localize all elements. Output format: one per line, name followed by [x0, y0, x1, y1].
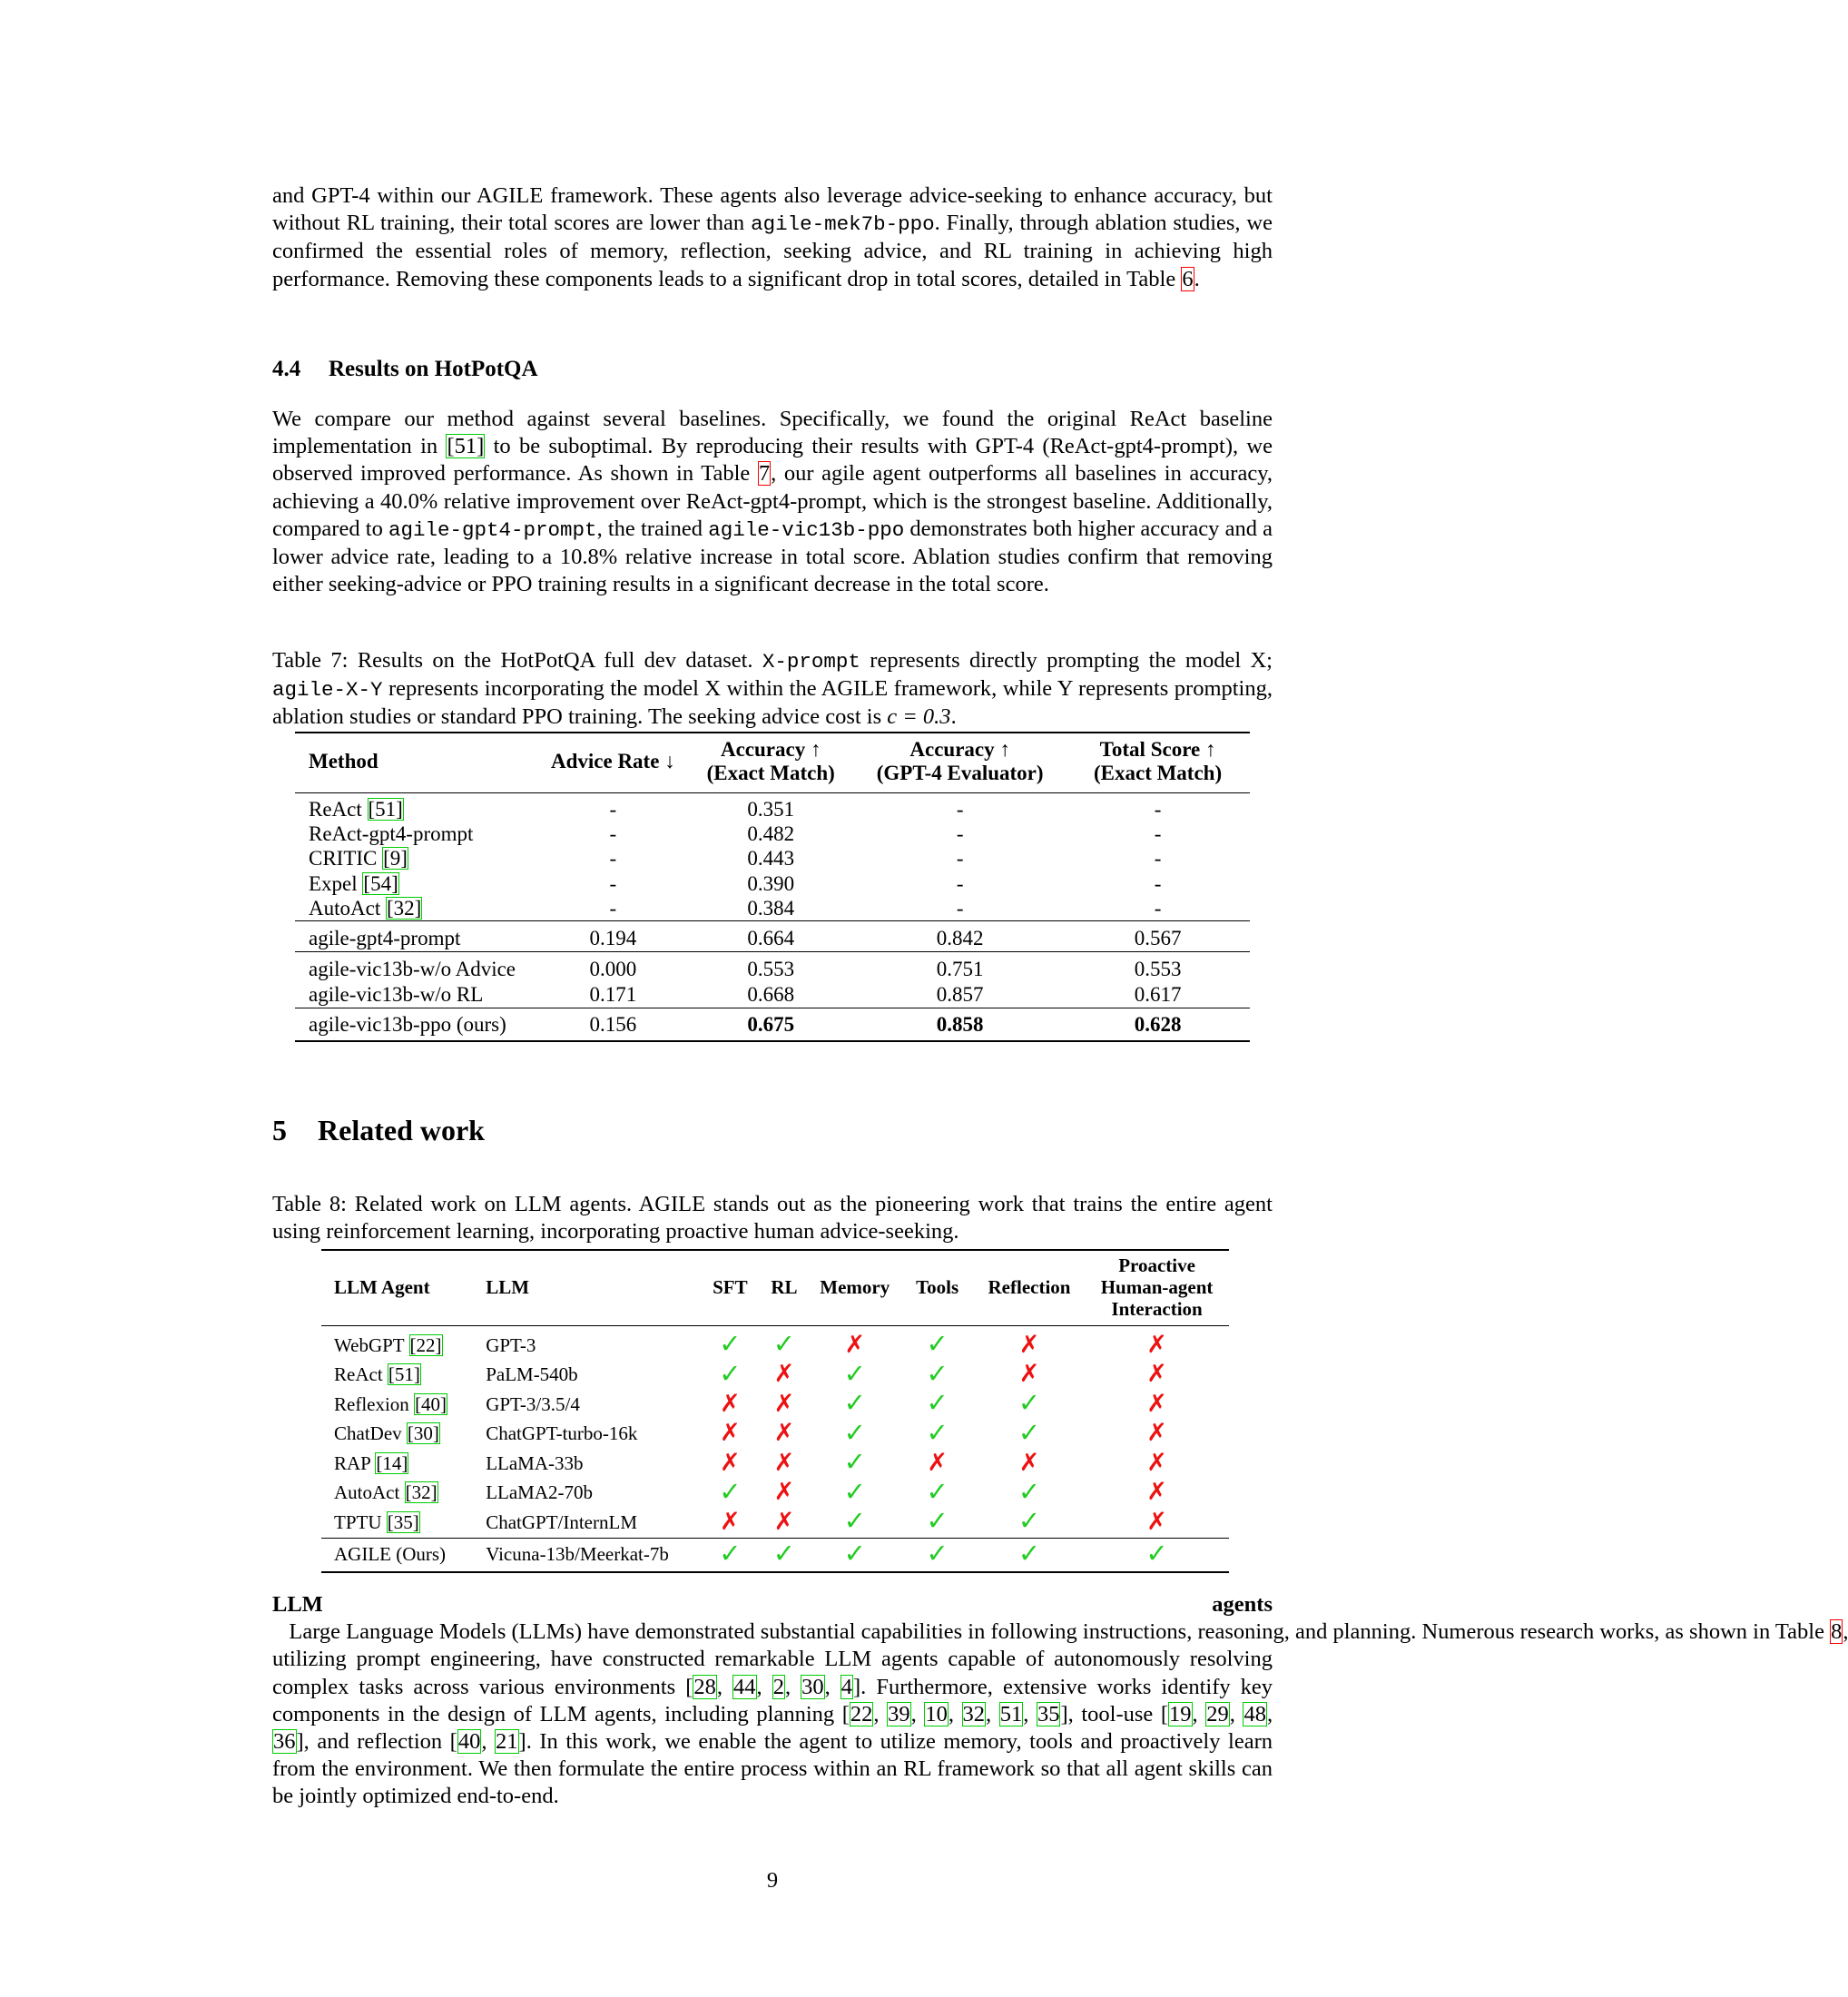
- table-row-ours: AGILE (Ours) Vicuna-13b/Meerkat-7b ✓ ✓ ✓ ✓ ✓ ✓: [321, 1538, 1229, 1572]
- check-icon: ✓: [1017, 1475, 1041, 1507]
- table-row-ours: agile-vic13b-ppo (ours) 0.156 0.675 0.858 0.628: [295, 1008, 1250, 1041]
- citation-link[interactable]: 35: [1037, 1701, 1060, 1726]
- check-icon: ✓: [926, 1357, 949, 1389]
- citation-link[interactable]: [54]: [363, 871, 398, 895]
- cross-icon: ✗: [1018, 1330, 1040, 1359]
- table-7-caption: Table 7: Results on the HotPotQA full dev dataset. X-prompt represents directly prompting the model X; agile-X-Y represents incorporating the model X within the AGILE framework, while Y represents prompting, ablation studies or standard PPO training. The seeking advice cost is c = 0.3.: [272, 648, 1273, 730]
- cross-icon: ✗: [773, 1448, 795, 1477]
- intro-paragraph: and GPT-4 within our AGILE framework. These agents also leverage advice-seeking to enhance accuracy, but without RL training, their total scores are lower than agile-mek7b-ppo. Finally, through ablation studies, we confirmed the essential roles of memory, reflection, seeking advice, and RL training in achieving high performance. Removing these components leads to a significant drop in total scores, detailed in Table 6.: [272, 183, 1273, 291]
- table-row: AutoAct [32] - 0.384 - -: [309, 896, 1162, 920]
- citation-link[interactable]: [32]: [386, 896, 422, 920]
- citation-link[interactable]: 32: [962, 1701, 986, 1726]
- check-icon: ✓: [926, 1387, 949, 1418]
- citation-link[interactable]: 39: [888, 1701, 910, 1726]
- check-icon: ✓: [719, 1475, 742, 1507]
- col-method: Method: [295, 733, 538, 793]
- check-icon: ✓: [1017, 1537, 1041, 1569]
- cross-icon: ✗: [1146, 1478, 1167, 1506]
- citation-link[interactable]: [35]: [387, 1510, 419, 1533]
- section-5-heading: 5 Related work: [272, 1114, 485, 1146]
- citation-link[interactable]: 44: [733, 1674, 756, 1699]
- citation-link[interactable]: [32]: [405, 1481, 437, 1503]
- table-row: WebGPT [22] GPT-3 ✓ ✓ ✗ ✓ ✗ ✗: [334, 1328, 1167, 1359]
- col-rl: RL: [760, 1250, 809, 1326]
- cross-icon: ✗: [773, 1360, 795, 1388]
- citation-link[interactable]: [9]: [383, 847, 408, 871]
- check-icon: ✓: [843, 1537, 866, 1569]
- citation-link[interactable]: [51]: [368, 798, 403, 821]
- citation-link[interactable]: [22]: [409, 1333, 442, 1356]
- table-8: [321, 1249, 1229, 1573]
- section-4-4-paragraph: We compare our method against several baselines. Specifically, we found the original ReAct baseline implementation in [51] to be suboptimal. By reproducing their results with GPT-4 (ReAct-gpt4-prompt), we observed improved performance. As shown in Table 7, our agile agent outperforms all baselines in accuracy, achieving a 40.0% relative improvement over ReAct-gpt4-prompt, which is the strongest baseline. Additionally, compared to agile-gpt4-prompt, the trained agile-vic13b-ppo demonstrates both higher accuracy and a lower advice rate, leading to a 10.8% relative increase in total score. Ablation studies confirm that removing either seeking-advice or PPO training results in a significant decrease in the total score.: [272, 407, 1273, 597]
- check-icon: ✓: [926, 1505, 949, 1536]
- citation-link[interactable]: 40: [457, 1729, 481, 1755]
- citation-link[interactable]: [40]: [415, 1392, 447, 1415]
- check-icon: ✓: [719, 1537, 742, 1569]
- citation-link[interactable]: 36: [273, 1729, 296, 1755]
- cross-icon: ✗: [1146, 1507, 1167, 1536]
- table-row: ReAct-gpt4-prompt - 0.482 - -: [309, 822, 1162, 846]
- table-6-link[interactable]: 6: [1182, 266, 1194, 291]
- col-advice-rate: Advice Rate ↓: [538, 733, 687, 793]
- table-row: TPTU [35] ChatGPT/InternLM ✗ ✗ ✓ ✓ ✓ ✗: [334, 1505, 1167, 1536]
- cross-icon: ✗: [720, 1389, 741, 1418]
- citation-link[interactable]: 29: [1206, 1701, 1229, 1726]
- table-row: agile-vic13b-w/o RL 0.171 0.668 0.857 0.617: [309, 983, 1182, 1007]
- col-llm-agent: LLM Agent: [321, 1250, 473, 1326]
- check-icon: ✓: [1017, 1505, 1041, 1536]
- citation-link[interactable]: 48: [1243, 1701, 1266, 1726]
- cross-icon: ✗: [773, 1419, 795, 1447]
- table-7-link[interactable]: 7: [758, 461, 771, 487]
- cross-icon: ✗: [1146, 1389, 1167, 1418]
- col-tools: Tools: [900, 1250, 973, 1326]
- table-row: Expel [54] - 0.390 - -: [309, 871, 1162, 895]
- col-proactive: Proactive Human-agent Interaction: [1085, 1250, 1229, 1326]
- check-icon: ✓: [843, 1416, 866, 1448]
- col-accuracy-gpt4: Accuracy ↑ (GPT-4 Evaluator): [854, 733, 1066, 793]
- table-7: [295, 732, 1250, 1042]
- citation-link[interactable]: 4: [840, 1674, 853, 1699]
- citation-link[interactable]: [14]: [376, 1451, 408, 1474]
- table-8-link[interactable]: 8: [1831, 1619, 1843, 1645]
- check-icon: ✓: [843, 1387, 866, 1418]
- cross-icon: ✗: [1146, 1360, 1167, 1388]
- cross-icon: ✗: [720, 1419, 741, 1447]
- check-icon: ✓: [926, 1475, 949, 1507]
- citation-link[interactable]: 22: [850, 1701, 873, 1726]
- section-4-4-heading: 4.4 Results on HotPotQA: [272, 357, 538, 381]
- cross-icon: ✗: [773, 1389, 795, 1418]
- citation-link[interactable]: 2: [772, 1674, 784, 1699]
- cross-icon: ✗: [1018, 1360, 1040, 1388]
- table-row: agile-gpt4-prompt 0.194 0.664 0.842 0.567: [295, 921, 1250, 952]
- check-icon: ✓: [1017, 1387, 1041, 1418]
- cross-icon: ✗: [844, 1330, 866, 1359]
- col-llm: LLM: [473, 1250, 701, 1326]
- table-row: AutoAct [32] LLaMA2-70b ✓ ✗ ✓ ✓ ✓ ✗: [334, 1475, 1167, 1507]
- citation-link[interactable]: 28: [693, 1674, 716, 1699]
- citation-link[interactable]: 30: [801, 1674, 824, 1699]
- check-icon: ✓: [719, 1328, 742, 1359]
- col-accuracy-em: Accuracy ↑ (Exact Match): [687, 733, 854, 793]
- check-icon: ✓: [926, 1328, 949, 1359]
- citation-link[interactable]: 10: [925, 1701, 948, 1726]
- cross-icon: ✗: [927, 1448, 948, 1477]
- check-icon: ✓: [843, 1446, 866, 1477]
- check-icon: ✓: [843, 1475, 866, 1507]
- table-row: ChatDev [30] ChatGPT-turbo-16k ✗ ✗ ✓ ✓ ✓ ✗: [334, 1416, 1167, 1448]
- cross-icon: ✗: [720, 1448, 741, 1477]
- table-row: RAP [14] LLaMA-33b ✗ ✗ ✓ ✗ ✗ ✗: [334, 1446, 1167, 1477]
- col-memory: Memory: [809, 1250, 900, 1326]
- check-icon: ✓: [772, 1537, 796, 1569]
- citation-link[interactable]: 19: [1169, 1701, 1192, 1726]
- check-icon: ✓: [843, 1357, 866, 1389]
- check-icon: ✓: [843, 1505, 866, 1536]
- col-sft: SFT: [701, 1250, 760, 1326]
- col-total-score: Total Score ↑ (Exact Match): [1066, 733, 1250, 793]
- citation-link[interactable]: 51: [999, 1701, 1023, 1726]
- page-number: 9: [766, 1868, 779, 1893]
- check-icon: ✓: [926, 1416, 949, 1448]
- cross-icon: ✗: [773, 1507, 795, 1536]
- citation-link[interactable]: [51]: [447, 434, 485, 459]
- citation-link[interactable]: [30]: [407, 1422, 439, 1444]
- check-icon: ✓: [719, 1357, 742, 1389]
- check-icon: ✓: [1017, 1416, 1041, 1448]
- check-icon: ✓: [1145, 1537, 1168, 1569]
- check-icon: ✓: [926, 1537, 949, 1569]
- citation-link[interactable]: [51]: [388, 1363, 420, 1385]
- citation-link[interactable]: 21: [496, 1729, 518, 1755]
- col-reflection: Reflection: [974, 1250, 1085, 1326]
- table-row: ReAct [51] PaLM-540b ✓ ✗ ✓ ✓ ✗ ✗: [334, 1357, 1167, 1389]
- table-row: agile-vic13b-w/o Advice 0.000 0.553 0.751 0.553: [295, 952, 1250, 983]
- cross-icon: ✗: [1146, 1330, 1167, 1359]
- cross-icon: ✗: [1146, 1419, 1167, 1447]
- llm-agents-paragraph: LLM agents Large Language Models (LLMs) have demonstrated substantial capabilities in following instructions, reasoning, and planning. Numerous research works, as shown in Table 8, utilizing prompt engineering, have constructed remarkable LLM agents capable of autonomously resolving complex tasks across various environments [28, 44, 2, 30, 4]. Furthermore, extensive works identify key components in the design of LLM agents, including planning [22, 39, 10, 32, 51, 35], tool-use [19, 29, 48, 36], and reflection [40, 21]. In this work, we enable the agent to utilize memory, tools and proactively learn from the environment. We then formulate the entire process within an RL framework so that all agent skills can be jointly optimized end-to-end.: [272, 1592, 1848, 1809]
- check-icon: ✓: [772, 1328, 796, 1359]
- cross-icon: ✗: [773, 1478, 795, 1506]
- cross-icon: ✗: [1146, 1448, 1167, 1477]
- table-row: CRITIC [9] - 0.443 - -: [309, 847, 1162, 871]
- table-row: ReAct [51] - 0.351 - -: [309, 798, 1162, 821]
- cross-icon: ✗: [720, 1507, 741, 1536]
- table-row: Reflexion [40] GPT-3/3.5/4 ✗ ✗ ✓ ✓ ✓ ✗: [334, 1387, 1167, 1418]
- cross-icon: ✗: [1018, 1448, 1040, 1477]
- table-8-caption: Table 8: Related work on LLM agents. AGILE stands out as the pioneering work that trains the entire agent using reinforcement learning, incorporating proactive human advice-seeking.: [272, 1192, 1273, 1244]
